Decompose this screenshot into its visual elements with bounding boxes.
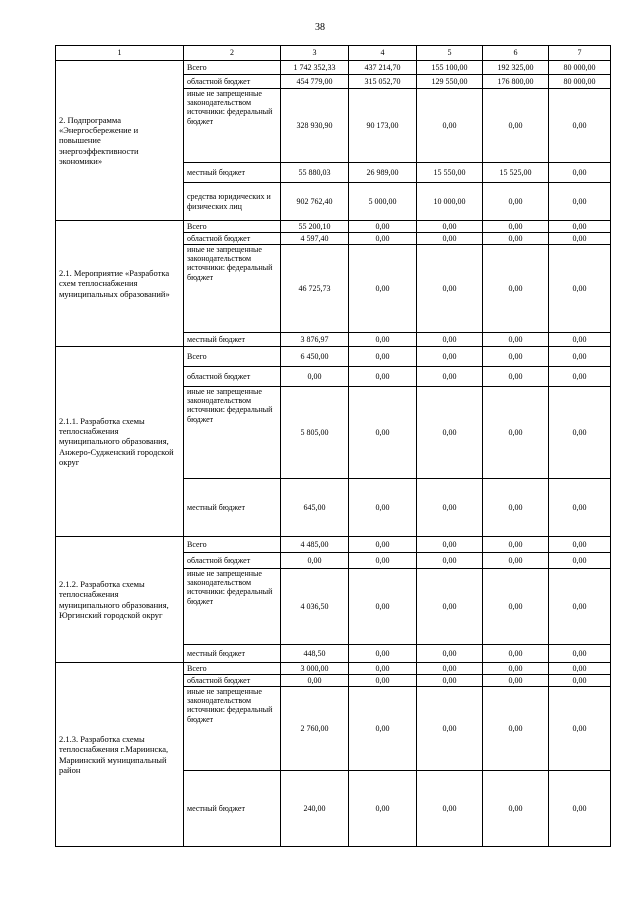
program-name-cell: 2.1. Мероприятие «Разработка схем теплоснабжения муниципальных образований» [56, 221, 184, 347]
amount-cell: 15 525,00 [483, 163, 549, 183]
amount-cell: 4 036,50 [281, 569, 349, 645]
amount-cell: 0,00 [349, 537, 417, 553]
amount-cell: 0,00 [281, 367, 349, 387]
amount-cell: 0,00 [549, 245, 611, 333]
amount-cell: 0,00 [349, 233, 417, 245]
funding-source-cell: иные не запрещенные законодательством источники: федеральный бюджет [184, 569, 281, 645]
funding-source-cell: местный бюджет [184, 645, 281, 663]
funding-source-cell: Всего [184, 537, 281, 553]
table-row [56, 347, 611, 367]
amount-cell: 5 000,00 [349, 183, 417, 221]
funding-source-cell: Всего [184, 61, 281, 75]
amount-cell: 0,00 [549, 387, 611, 479]
amount-cell: 90 173,00 [349, 89, 417, 163]
column-header: 5 [417, 46, 483, 61]
amount-cell: 0,00 [417, 333, 483, 347]
amount-cell: 0,00 [483, 569, 549, 645]
funding-source-cell: областной бюджет [184, 675, 281, 687]
amount-cell: 0,00 [549, 89, 611, 163]
amount-cell: 0,00 [417, 569, 483, 645]
amount-cell: 0,00 [549, 663, 611, 675]
amount-cell: 0,00 [349, 333, 417, 347]
table-row [56, 663, 611, 675]
funding-source-cell: Всего [184, 347, 281, 367]
amount-cell: 0,00 [483, 771, 549, 847]
amount-cell: 1 742 352,33 [281, 61, 349, 75]
amount-cell: 155 100,00 [417, 61, 483, 75]
amount-cell: 0,00 [349, 687, 417, 771]
amount-cell: 0,00 [483, 553, 549, 569]
amount-cell: 0,00 [417, 89, 483, 163]
amount-cell: 0,00 [417, 387, 483, 479]
amount-cell: 3 000,00 [281, 663, 349, 675]
amount-cell: 645,00 [281, 479, 349, 537]
funding-source-cell: Всего [184, 221, 281, 233]
amount-cell: 328 930,90 [281, 89, 349, 163]
amount-cell: 0,00 [483, 245, 549, 333]
page-number: 38 [315, 22, 325, 33]
amount-cell: 0,00 [349, 553, 417, 569]
amount-cell: 0,00 [483, 479, 549, 537]
amount-cell: 0,00 [549, 221, 611, 233]
amount-cell: 4 597,40 [281, 233, 349, 245]
amount-cell: 0,00 [417, 675, 483, 687]
funding-source-cell: иные не запрещенные законодательством источники: федеральный бюджет [184, 245, 281, 333]
amount-cell: 0,00 [349, 645, 417, 663]
funding-source-cell: иные не запрещенные законодательством источники: федеральный бюджет [184, 387, 281, 479]
funding-source-cell: местный бюджет [184, 333, 281, 347]
amount-cell: 0,00 [281, 675, 349, 687]
table-row [56, 221, 611, 233]
amount-cell: 55 880,03 [281, 163, 349, 183]
funding-source-cell: Всего [184, 663, 281, 675]
amount-cell: 0,00 [349, 387, 417, 479]
amount-cell: 240,00 [281, 771, 349, 847]
budget-table [55, 45, 611, 847]
amount-cell: 46 725,73 [281, 245, 349, 333]
amount-cell: 0,00 [483, 387, 549, 479]
column-header: 2 [184, 46, 281, 61]
amount-cell: 0,00 [483, 645, 549, 663]
amount-cell: 0,00 [417, 663, 483, 675]
amount-cell: 0,00 [549, 675, 611, 687]
amount-cell: 0,00 [349, 347, 417, 367]
column-header: 7 [549, 46, 611, 61]
funding-source-cell: областной бюджет [184, 553, 281, 569]
amount-cell: 0,00 [349, 663, 417, 675]
column-header: 3 [281, 46, 349, 61]
funding-source-cell: областной бюджет [184, 75, 281, 89]
amount-cell: 0,00 [349, 675, 417, 687]
funding-source-cell: местный бюджет [184, 771, 281, 847]
amount-cell: 0,00 [483, 687, 549, 771]
amount-cell: 0,00 [549, 569, 611, 645]
funding-source-cell: иные не запрещенные законодательством источники: федеральный бюджет [184, 687, 281, 771]
column-header: 6 [483, 46, 549, 61]
amount-cell: 4 485,00 [281, 537, 349, 553]
amount-cell: 5 805,00 [281, 387, 349, 479]
amount-cell: 0,00 [549, 347, 611, 367]
amount-cell: 176 800,00 [483, 75, 549, 89]
program-name-cell: 2. Подпрограмма «Энергосбережение и повышение энергоэффективности экономики» [56, 61, 184, 221]
amount-cell: 0,00 [483, 367, 549, 387]
amount-cell: 0,00 [349, 367, 417, 387]
amount-cell: 454 779,00 [281, 75, 349, 89]
amount-cell: 0,00 [417, 537, 483, 553]
amount-cell: 0,00 [549, 333, 611, 347]
amount-cell: 2 760,00 [281, 687, 349, 771]
funding-source-cell: местный бюджет [184, 479, 281, 537]
funding-source-cell: областной бюджет [184, 367, 281, 387]
amount-cell: 0,00 [417, 367, 483, 387]
amount-cell: 0,00 [549, 183, 611, 221]
amount-cell: 0,00 [349, 245, 417, 333]
funding-source-cell: местный бюджет [184, 163, 281, 183]
amount-cell: 0,00 [549, 479, 611, 537]
amount-cell: 80 000,00 [549, 61, 611, 75]
amount-cell: 0,00 [483, 333, 549, 347]
amount-cell: 0,00 [549, 163, 611, 183]
amount-cell: 0,00 [417, 687, 483, 771]
amount-cell: 15 550,00 [417, 163, 483, 183]
funding-source-cell: областной бюджет [184, 233, 281, 245]
amount-cell: 0,00 [549, 553, 611, 569]
amount-cell: 0,00 [417, 245, 483, 333]
amount-cell: 6 450,00 [281, 347, 349, 367]
amount-cell: 0,00 [483, 347, 549, 367]
amount-cell: 0,00 [549, 537, 611, 553]
table-row [56, 61, 611, 75]
amount-cell: 0,00 [417, 553, 483, 569]
amount-cell: 0,00 [549, 645, 611, 663]
amount-cell: 0,00 [483, 89, 549, 163]
table-row [56, 537, 611, 553]
amount-cell: 315 052,70 [349, 75, 417, 89]
amount-cell: 0,00 [417, 347, 483, 367]
amount-cell: 0,00 [417, 771, 483, 847]
amount-cell: 0,00 [483, 221, 549, 233]
amount-cell: 0,00 [349, 221, 417, 233]
amount-cell: 0,00 [349, 479, 417, 537]
amount-cell: 0,00 [549, 367, 611, 387]
amount-cell: 0,00 [549, 233, 611, 245]
column-header: 4 [349, 46, 417, 61]
amount-cell: 3 876,97 [281, 333, 349, 347]
funding-source-cell: иные не запрещенные законодательством источники: федеральный бюджет [184, 89, 281, 163]
amount-cell: 0,00 [281, 553, 349, 569]
amount-cell: 0,00 [417, 221, 483, 233]
amount-cell: 0,00 [483, 537, 549, 553]
amount-cell: 902 762,40 [281, 183, 349, 221]
amount-cell: 0,00 [417, 645, 483, 663]
amount-cell: 437 214,70 [349, 61, 417, 75]
amount-cell: 0,00 [549, 687, 611, 771]
amount-cell: 10 000,00 [417, 183, 483, 221]
amount-cell: 80 000,00 [549, 75, 611, 89]
column-header: 1 [56, 46, 184, 61]
amount-cell: 448,50 [281, 645, 349, 663]
amount-cell: 0,00 [483, 233, 549, 245]
amount-cell: 0,00 [483, 183, 549, 221]
amount-cell: 0,00 [417, 233, 483, 245]
amount-cell: 0,00 [349, 771, 417, 847]
amount-cell: 26 989,00 [349, 163, 417, 183]
amount-cell: 192 325,00 [483, 61, 549, 75]
amount-cell: 129 550,00 [417, 75, 483, 89]
amount-cell: 0,00 [483, 675, 549, 687]
program-name-cell: 2.1.1. Разработка схемы теплоснабжения муниципального образования, Анжеро-Судженский городской округ [56, 347, 184, 537]
header-row [56, 46, 611, 61]
amount-cell: 0,00 [417, 479, 483, 537]
amount-cell: 55 200,10 [281, 221, 349, 233]
program-name-cell: 2.1.3. Разработка схемы теплоснабжения г.Мариинска, Мариинский муниципальный район [56, 663, 184, 847]
funding-source-cell: средства юридических и физических лиц [184, 183, 281, 221]
program-name-cell: 2.1.2. Разработка схемы теплоснабжения муниципального образования, Юргинский городской округ [56, 537, 184, 663]
amount-cell: 0,00 [483, 663, 549, 675]
amount-cell: 0,00 [349, 569, 417, 645]
amount-cell: 0,00 [549, 771, 611, 847]
